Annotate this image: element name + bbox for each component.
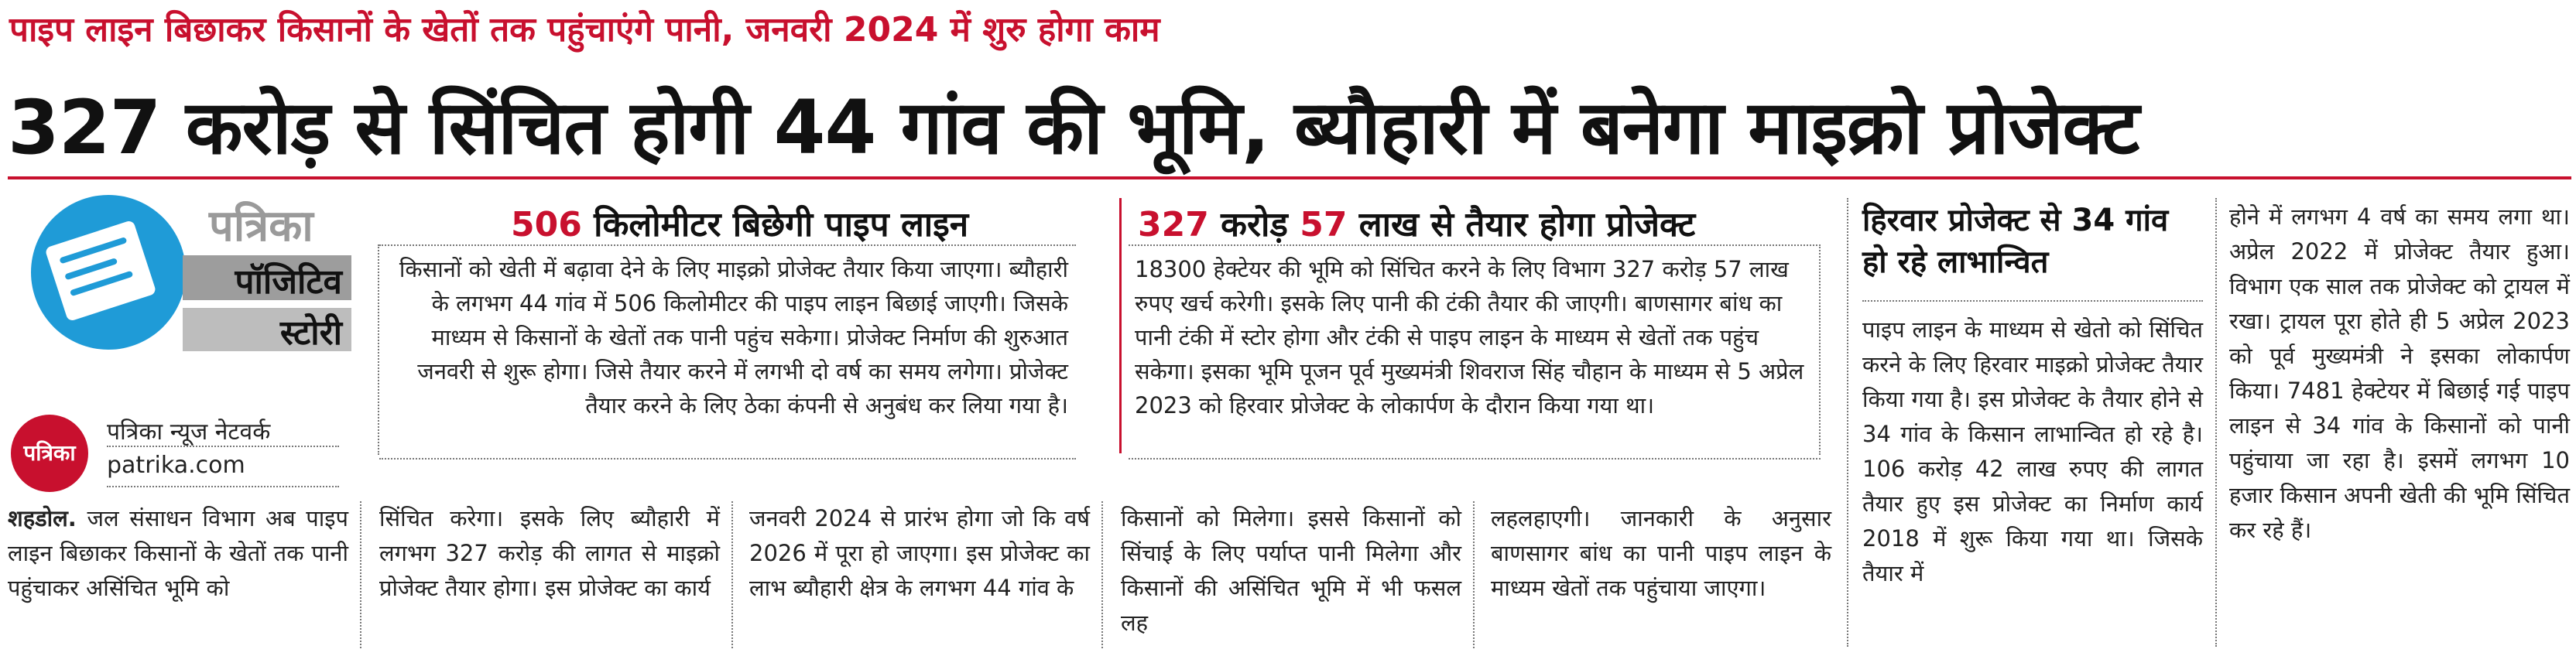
brand-logo-text: पत्रिका bbox=[209, 200, 313, 251]
story-tag bbox=[183, 308, 351, 351]
positive-tag-label: पॉजिटिव bbox=[235, 262, 342, 302]
network-badge: पत्रिका bbox=[11, 415, 88, 492]
box2-heading bbox=[1138, 200, 1695, 246]
box2-side-rule bbox=[1819, 244, 1821, 455]
box2-heading-number-2: 57 bbox=[1300, 205, 1348, 244]
box1-summary: किसानों को खेती में बढ़ावा देने के लिए माइक्रो प्रोजेक्ट तैयार किया जाएगा। ब्यौहारी के लगभग 44 गांव में 506 किलोमीटर की पाइप लाइन बिछाई जाएगी। जिसके माध्यम से किसानों के खेतों तक पानी पहुंच सकेगा। प्रोजेक्ट निर्माण की शुरुआत जनवरी से शुरू होगा। जिसे तैयार करने में लगभी दो वर्ष का समय लगेगा। प्रोजेक्ट तैयार करने के लिए ठेका कंपनी से अनुबंध कर लिया गया है। bbox=[399, 256, 1068, 419]
body-column-3: जनवरी 2024 से प्रारंभ होगा जो कि वर्ष 2026 में पूरा हो जाएगा। इस प्रोजेक्ट का लाभ ब्यौहारी क्षेत्र के लगभग 44 गांव के bbox=[749, 505, 1090, 601]
column-rule bbox=[360, 501, 361, 648]
side-column-rule bbox=[1847, 198, 1848, 647]
box1-side-rule bbox=[378, 244, 379, 455]
network-divider bbox=[107, 446, 339, 447]
network-name: पत्रिका न्यूज नेटवर्क bbox=[107, 419, 271, 446]
dateline: शहडोल. bbox=[8, 505, 77, 531]
box2-heading-mid: करोड़ bbox=[1208, 205, 1300, 244]
column-separator bbox=[1119, 198, 1122, 453]
box2-bottom-rule bbox=[1129, 458, 1821, 460]
body-column-5: लहलहाएगी। जानकारी के अनुसार बाणसागर बांध का पानी पाइप लाइन के माध्यम खेतों तक पहुंचाया जाएगा। bbox=[1491, 505, 1831, 601]
network-url: patrika.com bbox=[107, 452, 245, 479]
box1-heading bbox=[511, 200, 968, 246]
box2-rule bbox=[1129, 244, 1817, 246]
body-column-4: किसानों को मिलेगा। इससे किसानों को सिंचाई के लिए पर्याप्त पानी मिलेगा और किसानों की असिंचित भूमि में भी फसल लह bbox=[1121, 505, 1461, 636]
main-headline: 327 करोड़ से सिंचित होगी 44 गांव की भूमि, ब्यौहारी में बनेगा माइक्रो प्रोजेक्ट bbox=[8, 84, 2139, 171]
box2-heading-text: लाख से तैयार होगा प्रोजेक्ट bbox=[1347, 205, 1696, 244]
headline-divider bbox=[8, 176, 2571, 179]
body-column-2: सिंचित करेगा। इसके लिए ब्यौहारी में लगभग 327 करोड़ की लागत से माइक्रो प्रोजेक्ट तैयार होगा। इस प्रोजेक्ट का कार्य bbox=[379, 505, 720, 601]
box1-rule bbox=[379, 244, 1076, 246]
box1-heading-text: किलोमीटर बिछेगी पाइप लाइन bbox=[581, 205, 969, 244]
box1-bottom-rule bbox=[379, 458, 1076, 460]
body-column-1 bbox=[8, 501, 348, 606]
side-column-a: पाइप लाइन के माध्यम से खेतो को सिंचित करने के लिए हिरवार माइक्रो प्रोजेक्ट तैयार किया गया है। इस प्रोजेक्ट के तैयार होने से 34 गांव के किसान लाभान्वित हो रहे है। 106 करोड़ 42 लाख रुपए की लागत तैयार हुए इस प्रोजेक्ट का निर्माण कार्य 2018 में शुरू किया गया था। जिसके तैयार में bbox=[1862, 316, 2203, 586]
body-column-1-text: जल संसाधन विभाग अब पाइप लाइन बिछाकर किसानों के खेतों तक पानी पहुंचाकर असिंचित भूमि को bbox=[8, 505, 348, 601]
box1-heading-number: 506 bbox=[511, 205, 582, 244]
column-rule bbox=[2215, 198, 2217, 647]
box2-heading-number: 327 bbox=[1138, 205, 1209, 244]
side-column-b: होने में लगभग 4 वर्ष का समय लगा था। अप्रेल 2022 में प्रोजेक्ट तैयार हुआ। विभाग एक साल तक प्रोजेक्ट को ट्रायल में रखा। ट्रायल पूरा होते ही 5 अप्रेल 2023 को पूर्व मुख्यमंत्री ने इसका लोकार्पण किया। 7481 हेक्टेयर में बिछाई गई पाइप लाइन से 34 गांव के किसानों को पानी पहुंचाया जा रहा है। इसमें लगभग 10 हजार किसान अपनी खेती की भूमि सिंचित कर रहे हैं। bbox=[2229, 203, 2570, 543]
side-heading: हिरवार प्रोजेक्ट से 34 गांव हो रहे लाभान्वित bbox=[1862, 203, 2169, 280]
column-rule bbox=[1473, 501, 1475, 648]
side-heading-rule bbox=[1862, 300, 2203, 302]
positive-tag bbox=[183, 255, 351, 300]
box2-summary: 18300 हेक्टेयर की भूमि को सिंचित करने के लिए विभाग 327 करोड़ 57 लाख रुपए खर्च करेगी। इसके लिए पानी की टंकी तैयार की जाएगी। बाणसागर बांध का पानी टंकी में स्टोर होगा और टंकी से पाइप लाइन के माध्यम से खेतों तक पहुंच सकेगा। इसका भूमि पूजन पूर्व मुख्यमंत्री शिवराज सिंह चौहान के माध्यम से 5 अप्रेल 2023 को हिरवार प्रोजेक्ट के लोकार्पण के दौरान किया गया था। bbox=[1135, 256, 1804, 419]
column-rule bbox=[1101, 501, 1103, 648]
story-tag-label: स्टोरी bbox=[279, 313, 342, 353]
column-rule bbox=[731, 501, 733, 648]
kicker-headline: पाइप लाइन बिछाकर किसानों के खेतों तक पहुंचाएंगे पानी, जनवरी 2024 में शुरु होगा काम bbox=[9, 10, 1160, 50]
network-divider bbox=[107, 486, 339, 487]
